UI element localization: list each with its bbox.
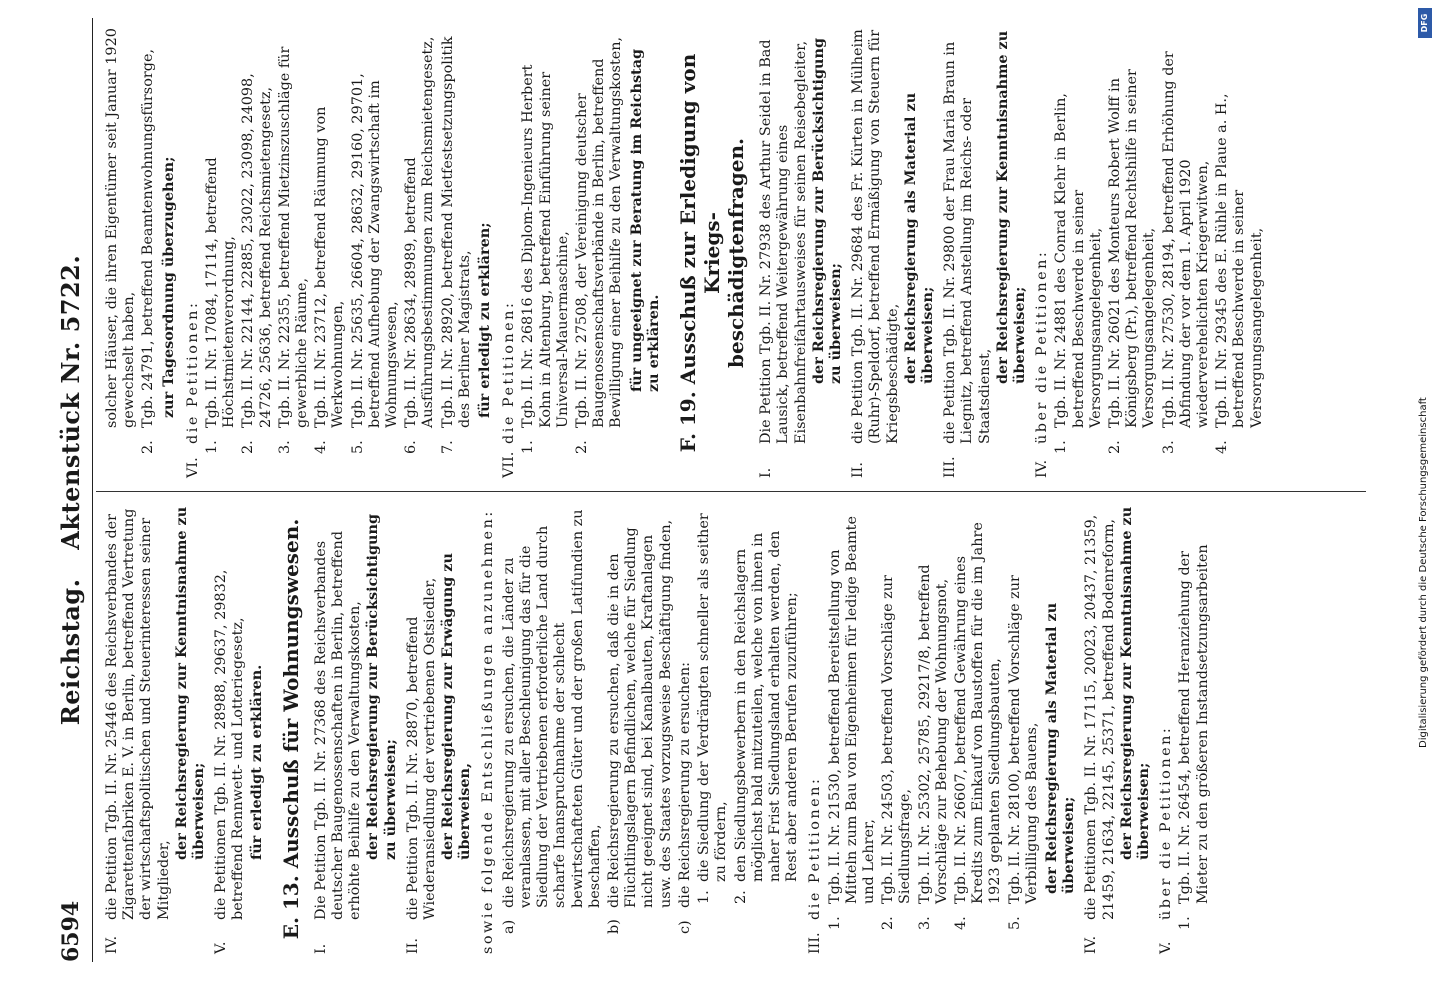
- petition-VI-7: [440, 28, 474, 478]
- sub-text: Tgb. II. Nr. 25635, 26604, 28632, 29160, 29701, betreffend Aufhebung der Zwangswirtschaft im Wohnungswesen,: [349, 73, 401, 428]
- sub-text: Tgb. II. Nr. 27508, der Vereinigung deutscher Baugenossenschaftsverbände in Berlin, betreffend Bewilligung einer Beihilfe zu den Verwaltungskosten,: [574, 36, 625, 428]
- sub-text: Tgb. II. Nr. 28634, 28989, betreffend Ausführungsbestimmungen zum Reichsmietengesetz,: [403, 36, 437, 428]
- petition-VII-1: [520, 28, 572, 478]
- item-text: die Petitionen Tgb. II. Nr. 28988, 29637, 29832, betreffend Rennwett- und Lotteriegesetz,: [213, 569, 247, 920]
- page-header: [52, 18, 93, 962]
- petition-III-3: [917, 504, 951, 954]
- right-column: [104, 28, 1268, 478]
- resolution-text: der Reichsregierung zur Kenntnisnahme zu überweisen;: [1117, 506, 1152, 860]
- logo-text: DFG: [1420, 13, 1429, 33]
- petition-III-5: [1007, 504, 1041, 954]
- sub-number: 4.: [952, 916, 969, 930]
- resolution-text: für erledigt zu erklären;: [476, 222, 494, 418]
- item-VI: [185, 28, 202, 478]
- sub-number: 5.: [1006, 916, 1023, 930]
- sub-number: 1.: [826, 916, 843, 930]
- sub-number: 4.: [313, 440, 330, 454]
- item-E13-I: [313, 504, 399, 954]
- item-number: II.: [404, 938, 421, 954]
- sub-text: Tgb. II. Nr. 27530, 28194, betreffend Erhöhung der Abfindung der vor dem 1. April 1920 wiederverehelichten Kriegerwitwen,: [1160, 51, 1211, 428]
- sub-number: 1.: [1053, 440, 1070, 454]
- resolution-c2: [733, 504, 802, 954]
- sub-text: Tgb. II. Nr. 26454, betreffend Heranziehung der Mieter zu den größeren Instandsetzungsarbeiten: [1177, 544, 1211, 904]
- petition-VII-2: [574, 28, 626, 478]
- item-text: Die Petition Tgb. II. Nr. 27368 des Reichsverbandes deutscher Baugenossenschaften in Berlin, betreffend erhöhte Beihilfe zu den Verwaltungskosten,: [312, 530, 364, 920]
- petition-F-IV-2: [1107, 28, 1159, 478]
- resolution-b: [606, 504, 675, 954]
- petition-III-2: [880, 504, 914, 954]
- column-divider: [96, 491, 1366, 492]
- digitization-note-text: Digitalisierung gefördert durch die Deutsche Forschungsgemeinschaft: [1418, 397, 1429, 748]
- item-text: die Petition Tgb. II. Nr. 29800 der Frau Maria Braun in Liegnitz, betreffend Anstellung im Reichs- oder Staatsdienst,: [942, 41, 993, 444]
- item-E13-II: [405, 504, 474, 954]
- continuation-text: [104, 28, 138, 478]
- section-heading-line: beschädigtenfragen.: [724, 137, 749, 369]
- left-column: [104, 504, 1214, 954]
- sub-text: Tgb. II. Nr. 22355, betreffend Mietzinszuschläge für gewerbliche Räume,: [276, 46, 311, 428]
- document-title: Aktenstück Nr. 5722.: [56, 254, 85, 550]
- sub-number: 6.: [403, 440, 420, 454]
- sub-text: Tgb. II. Nr. 17084, 17114, betreffend Höchstmietenverordnung,: [204, 157, 238, 428]
- resolution-text: der Reichsregierung zur Erwägung zu überweisen,: [439, 553, 474, 860]
- resolution-text: der Reichsregierung als Material zu überweisen;: [1042, 602, 1078, 894]
- petition-F-IV-3: [1161, 28, 1213, 478]
- petition-V-1: [1177, 504, 1211, 954]
- petition-VI-1: [204, 28, 238, 478]
- item-F-III: [942, 28, 1028, 478]
- petition-VI-2: [240, 28, 274, 478]
- resolution-text: für ungeeignet zur Beratung im Reichstag zu erklären.: [627, 48, 662, 392]
- sub-number: 2.: [240, 440, 257, 454]
- sub-number: 2.: [140, 440, 157, 454]
- resolution-text: der Reichsregierung zur Kenntnisnahme zu überweisen;: [993, 30, 1028, 384]
- item-IV: [104, 504, 207, 954]
- digitization-note: [1416, 8, 1434, 988]
- sub-text: Tgb. II. Nr. 26816 des Diplom-Ingenieurs Herbert Kohn in Altenburg, betreffend Einführung seiner Universal-Mauermaschine,: [520, 64, 571, 428]
- sub-number: 1.: [1177, 916, 1194, 930]
- sub-number: 1.: [204, 440, 221, 454]
- sub-text: die Reichsregierung zu ersuchen, daß die in den Flüchtlingslagern Befindlichen, welche für Siedlung nicht geeignet sind, bei Kanalbauten, Kraftanlagen usw. des Staates vorzugsweise Beschäftigung finden,: [606, 519, 674, 908]
- sub-text: Tgb. II. Nr. 24881 des Conrad Klehr in Berlin, betreffend Beschwerde in seiner Versorgungsangelegenheit,: [1053, 92, 1104, 428]
- item-VII: [501, 28, 518, 478]
- sub-number: 1.: [520, 440, 537, 454]
- rotated-page: [12, 0, 1402, 990]
- section-heading-line: F. 19. Ausschuß zur Erledigung von Kriegs-: [676, 53, 725, 453]
- sub-text: Tgb. II. Nr. 24503, betreffend Vorschläge zur Siedlungsfrage,: [880, 575, 914, 904]
- sub-text: Tgb. II. Nr. 26021 des Monteurs Robert Wolff in Königsberg (Pr.), betreffend Rechtshilfe in seiner Versorgungsangelegenheit,: [1106, 69, 1158, 428]
- sub-text: Tgb. II. Nr. 25302, 25785, 29217/8, betreffend Vorschläge zur Behebung der Wohnungsnot,: [916, 564, 950, 904]
- sub-number: 3.: [1160, 440, 1177, 454]
- sub-number: 2.: [1106, 440, 1123, 454]
- petition-VI-4: [313, 28, 347, 478]
- item-number: IV.: [1083, 935, 1100, 954]
- sub-number: b): [606, 919, 623, 934]
- item-number: I.: [758, 467, 775, 478]
- resolution-c1: [696, 504, 730, 954]
- item-text: die Petitionen Tgb. II. Nr. 17115, 20023, 20437, 21359, 21459, 21634, 22145, 25371, betreffend Bodenreform,: [1083, 514, 1117, 920]
- sub-text: die Siedlung der Verdrängten schneller als seither zu fördern,: [696, 513, 730, 882]
- item-number: IV.: [1034, 459, 1051, 478]
- sub-text: den Siedlungsbewerbern in den Reichslagern möglichst bald mitzuteilen, welche von ihnen in naher Frist Siedlungsland erhalten werden, den Rest aber anderen Berufen zuzuführen;: [732, 530, 801, 882]
- resolution-text: der Reichsregierung zur Berücksichtigung zu überweisen;: [364, 513, 399, 860]
- item-E13-IV: [1083, 504, 1152, 954]
- resolution-text: der Reichsregierung zur Berücksichtigung zu überweisen;: [809, 37, 844, 384]
- item-F-IV: [1034, 28, 1051, 478]
- petition-F-IV-1: [1053, 28, 1105, 478]
- resolution-text: der Reichsregierung zur Kenntnisnahme zu überweisen;: [172, 506, 208, 860]
- sub-number: 2.: [732, 890, 749, 904]
- sub-text: Tgb. II. Nr. 28100, betreffend Vorschläge zur Verbilligung des Bauens,: [1006, 575, 1040, 904]
- continuation-item-2: [140, 28, 157, 478]
- sub-number: 3.: [916, 916, 933, 930]
- page-number: 6594: [58, 900, 84, 962]
- sub-text: die Reichsregierung zu ersuchen, die Länder zu veranlassen, mit aller Beschleunigung das für die Siedlung der Vertriebenen erforderliche Land durch scharfe Inanspruchnahme der schlecht bewirtschafteten Güter und der großen Latifundien zu beschaffen,: [500, 509, 603, 908]
- item-text: über die Petitionen:: [1034, 249, 1051, 444]
- item-text: die Petition Tgb. II. Nr. 25446 des Reichsverbandes der Zigarettenfabriken E. V. in Berlin, betreffend Vertretung der wirtschaftspolitischen und Steuerinteressen seiner Mitglieder,: [104, 508, 172, 920]
- item-number: VI.: [184, 457, 201, 478]
- resolution-text: zur Tagesordnung überzugehen;: [159, 156, 177, 418]
- item-text: Die Petition Tgb. II. Nr. 27938 des Arthur Seidel in Bad Lausick, betreffend Weitergewährung eines Eisenbahnfreifahrtausweises für seinen Reisebegleiter,: [758, 39, 809, 444]
- sub-number: c): [676, 920, 693, 934]
- item-number: III.: [942, 456, 959, 478]
- sub-number: 7.: [439, 440, 456, 454]
- item-E13-V: [1158, 504, 1175, 954]
- petition-VI-3: [277, 28, 311, 478]
- item-F-I: [758, 28, 844, 478]
- item-number: III.: [807, 932, 824, 954]
- item-number: II.: [850, 462, 867, 478]
- item-number: VII.: [501, 451, 518, 478]
- resolution-text: der Reichsregierung als Material zu überweisen;: [901, 92, 936, 384]
- sub-text: Tgb. 24791, betreffend Beamtenwohnungsfürsorge,: [140, 48, 157, 428]
- petition-VI-5: [350, 28, 402, 478]
- item-text: die Petitionen:: [501, 300, 518, 444]
- resolution-text: für erledigt zu erklären.: [247, 664, 265, 860]
- sub-number: 2.: [880, 916, 897, 930]
- sub-number: 4.: [1214, 440, 1231, 454]
- petition-F-IV-4: [1214, 28, 1266, 478]
- sub-number: 1.: [696, 890, 713, 904]
- sub-text: Tgb. II. Nr. 26607, betreffend Gewährung eines Kredits zum Einkauf von Baustoffen für die im Jahre 1923 geplanten Siedlungsbauten,: [952, 522, 1004, 904]
- resolutions-intro: sowie folgende Entschließungen anzunehmen:: [479, 509, 496, 954]
- item-number: IV.: [104, 935, 120, 954]
- item-number: I.: [312, 943, 329, 954]
- item-number: V.: [213, 941, 230, 954]
- item-number: V.: [1158, 941, 1175, 954]
- sub-number: 5.: [349, 440, 366, 454]
- sub-text: Tgb. II. Nr. 29345 des E. Rühle in Plaue a. H., betreffend Beschwerde in seiner Versorgungsangelegenheit,: [1214, 93, 1265, 428]
- item-text: die Petitionen:: [807, 776, 824, 920]
- sub-text: Tgb. II. Nr. 23712, betreffend Räumung von Werkwohnungen,: [313, 106, 347, 428]
- item-F-II: [850, 28, 936, 478]
- section-heading-F19: [676, 28, 748, 478]
- sub-text: die Reichsregierung zu ersuchen:: [676, 662, 693, 908]
- petition-VI-6: [403, 28, 437, 478]
- sub-text: solcher Häuser, die ihren Eigentümer seit Januar 1920 gewechselt haben,: [104, 28, 138, 428]
- running-title: [56, 18, 85, 962]
- petition-III-1: [827, 504, 879, 954]
- sub-text: Tgb. II. Nr. 21530, betreffend Bereitstellung von Mitteln zum Bau von Eigenheimen für ledige Beamte und Lehrer,: [826, 516, 877, 904]
- resolution-a: [501, 504, 604, 954]
- publisher-title: Reichstag.: [56, 578, 85, 726]
- sub-number: 3.: [276, 440, 293, 454]
- item-text: die Petitionen:: [184, 300, 201, 444]
- section-heading-E13: E. 13. Ausschuß für Wohnungswesen.: [278, 518, 303, 940]
- sub-number: 2.: [574, 440, 591, 454]
- petition-III-4: [953, 504, 1005, 954]
- sub-text: Tgb. II. Nr. 22144, 22885, 23022, 23098, 24098, 24726, 25636, betreffend Reichsmietengesetz,: [240, 73, 274, 428]
- sub-number: a): [500, 919, 517, 934]
- item-text: die Petition Tgb. II. Nr. 28870, betreffend Wiederansiedlung der vertriebenen Ostsiedler,: [404, 577, 439, 920]
- sub-text: Tgb. II. Nr. 28920, betreffend Mietfestsetzungspolitik des Berliner Magistrats,: [439, 36, 473, 428]
- item-text: über die Petitionen:: [1158, 725, 1175, 920]
- resolution-c: [677, 504, 694, 954]
- item-V: [213, 504, 265, 954]
- item-text: die Petition Tgb. II. Nr. 29684 des Fr. Kürten in Mülheim (Ruhr)-Speldorf, betreffend Ermäßigung von Steuern für Kriegsbeschädigte,: [850, 29, 901, 444]
- item-E13-III: [807, 504, 824, 954]
